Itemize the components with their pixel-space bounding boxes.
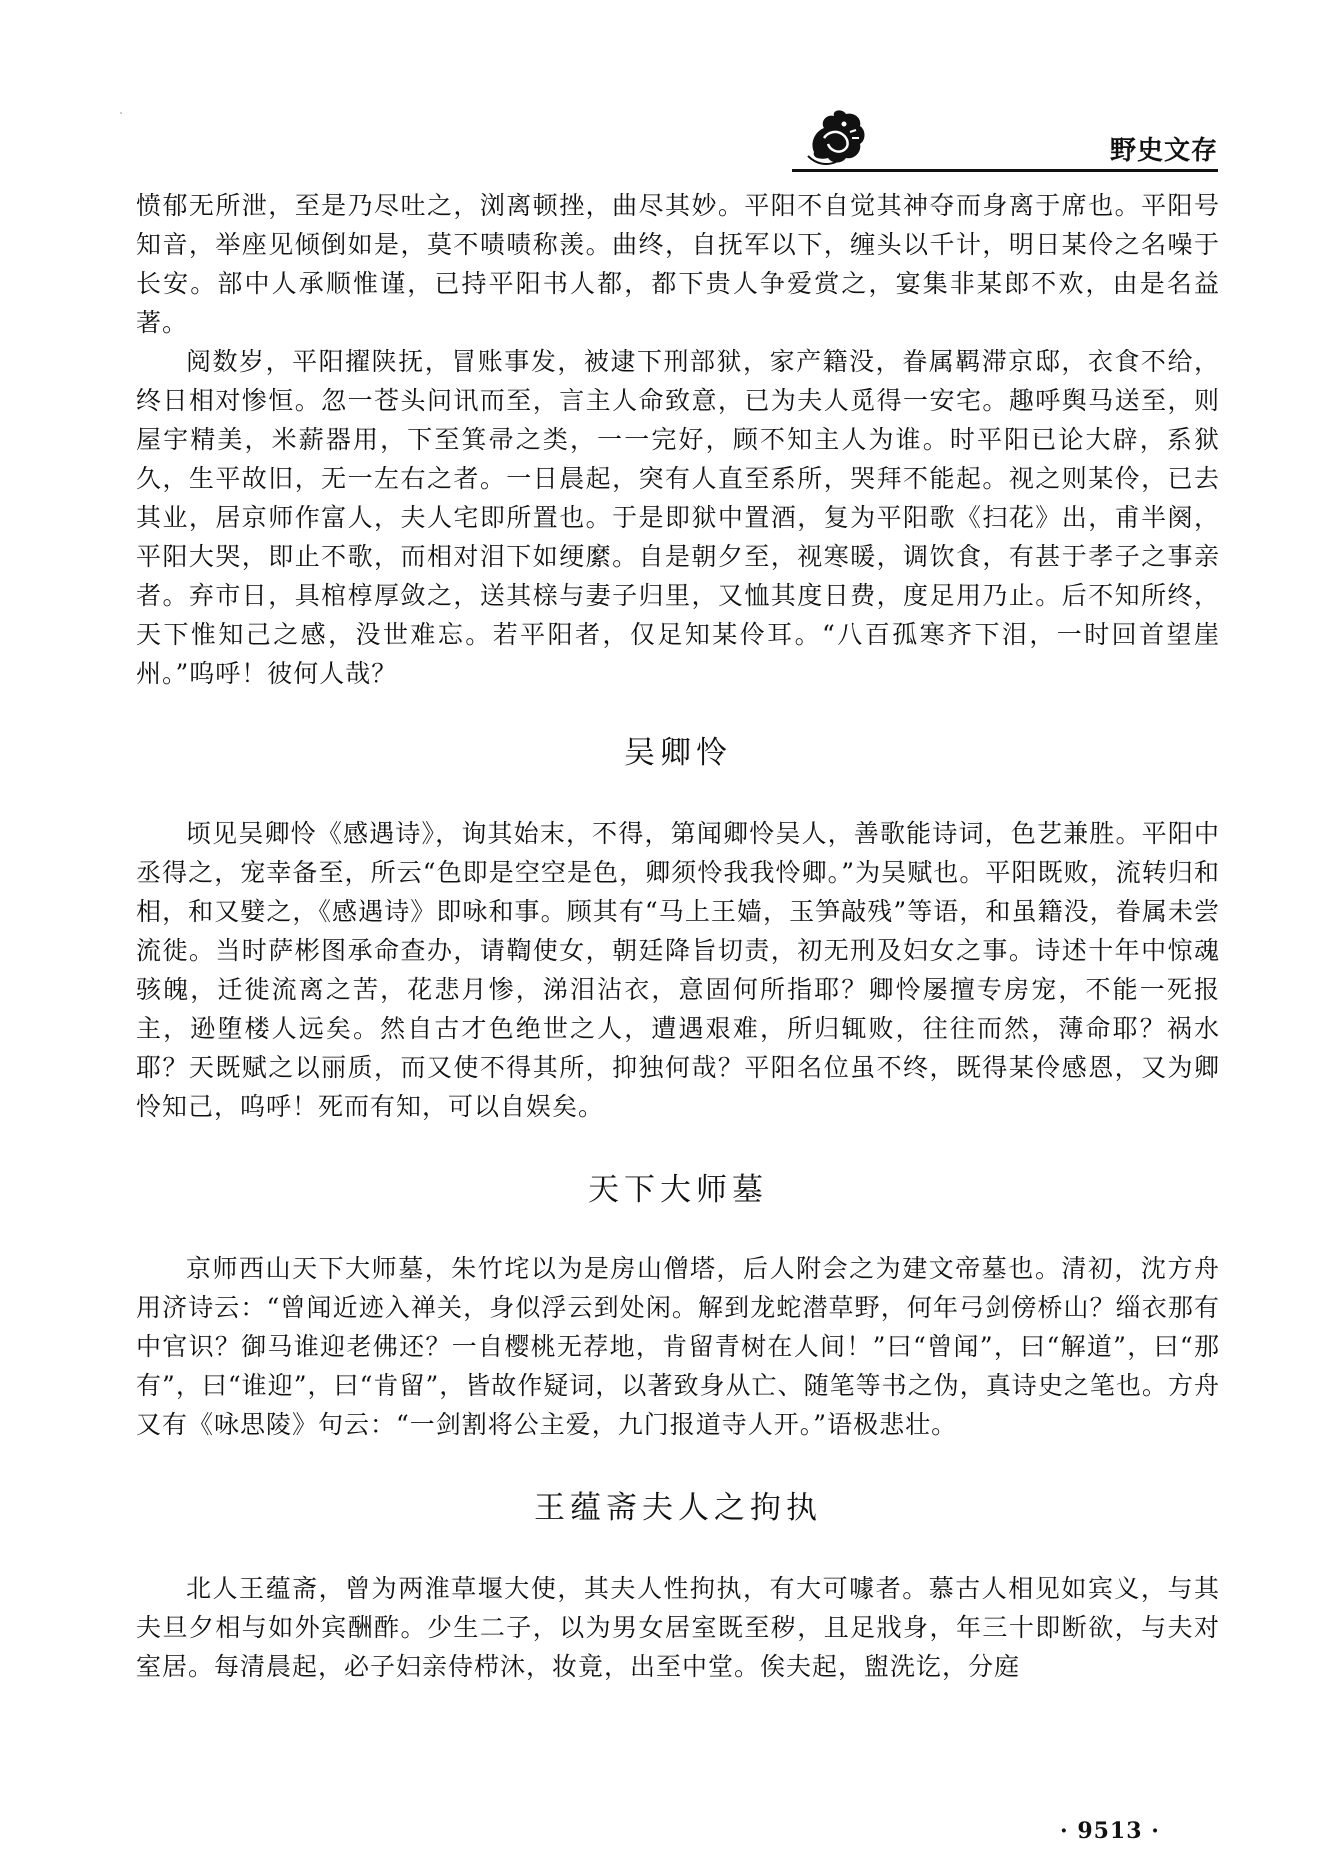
section-title: 吴卿怜 [624,735,732,771]
book-title: 野史文存 [1109,136,1218,166]
dragon-emblem-icon [806,108,868,166]
section-paragraph: 京师西山天下大师墓，朱竹垞以为是房山僧塔，后人附会之为建文帝墓也。清初，沈方舟用济诗云：“曾闻近迹入禅关，身似浮云到处闲。解到龙蛇潜草野，何年弓剑傍桥山？缁衣那有中官识？御马谁迎老佛还？一自樱桃无荐地，肯留青树在人间！”曰“曾闻”，曰“解道”，曰“那有”，曰“谁迎”，曰“肯留”，皆故作疑词，以著致身从亡、随笔等书之伪，真诗史之笔也。方舟又有《咏思陵》句云：“一剑割将公主爱，九门报道寺人开。”语极悲壮。 [136,1254,1220,1439]
header-rule [792,169,1218,172]
page-body [136,186,1220,1686]
section-title: 天下大师墓 [588,1172,768,1208]
paragraph-continued: 愤郁无所泄，至是乃尽吐之，浏离顿挫，曲尽其妙。平阳不自觉其神夺而身离于席也。平阳号知音，举座见倾倒如是，莫不啧啧称羡。曲终，自抚军以下，缠头以千计，明日某伶之名噪于长安。部中人承顺惟谨，已持平阳书人都，都下贵人争爱赏之，宴集非某郎不欢，由是名益著。 [136,191,1220,337]
paragraph: 阅数岁，平阳擢陕抚，冒账事发，被逮下刑部狱，家产籍没，眷属羁滞京邸，衣食不给，终日相对惨恒。忽一苍头问讯而至，言主人命致意，已为夫人觅得一安宅。趣呼舆马送至，则屋宇精美，米薪器用，下至箕帚之类，一一完好，顾不知主人为谁。时平阳已论大辟，系狱久，生平故旧，无一左右之者。一日晨起，突有人直至系所，哭拜不能起。视之则某伶，已去其业，居京师作富人，夫人宅即所置也。于是即狱中置酒，复为平阳歌《扫花》出，甫半阕，平阳大哭，即止不歌，而相对泪下如绠縻。自是朝夕至，视寒暖，调饮食，有甚于孝子之事亲者。弃市日，具棺椁厚敛之，送其榇与妻子归里，又恤其度日费，度足用乃止。后不知所终，天下惟知己之感，没世难忘。若平阳者，仅足知某伶耳。“八百孤寒齐下泪，一时回首望崖州。”呜呼！彼何人哉？ [136,347,1220,688]
section-paragraph: 顷见吴卿怜《感遇诗》，询其始末，不得，第闻卿怜吴人，善歌能诗词，色艺兼胜。平阳中丞得之，宠幸备至，所云“色即是空空是色，卿须怜我我怜卿。”为吴赋也。平阳既败，流转归和相，和又嬖之，《感遇诗》即咏和事。顾其有“马上王嫱，玉笋敲残”等语，和虽籍没，眷属未尝流徙。当时萨彬图承命查办，请鞫使女，朝廷降旨切责，初无刑及妇女之事。诗述十年中惊魂骇魄，迁徙流离之苦，花悲月惨，涕泪沾衣，意固何所指耶？卿怜屡擅专房宠，不能一死报主，逊堕楼人远矣。然自古才色绝世之人，遭遇艰难，所归辄败，往往而然，薄命耶？祸水耶？天既赋之以丽质，而又使不得其所，抑独何哉？平阳名位虽不终，既得某伶感恩，又为卿怜知己，呜呼！死而有知，可以自娱矣。 [136,819,1220,1121]
scan-speck [120,112,122,114]
section-title: 王蕴斋夫人之拘执 [534,1490,822,1526]
running-head [792,108,1218,172]
page-number: · 9513 · [1060,1818,1160,1844]
section-paragraph: 北人王蕴斋，曾为两淮草堰大使，其夫人性拘执，有大可噱者。慕古人相见如宾义，与其夫旦夕相与如外宾酬酢。少生二子，以为男女居室既至秽，且足戕身，年三十即断欲，与夫对室居。每清晨起，必子妇亲侍栉沐，妆竟，出至中堂。俟夫起，盥洗讫，分庭 [136,1574,1220,1681]
